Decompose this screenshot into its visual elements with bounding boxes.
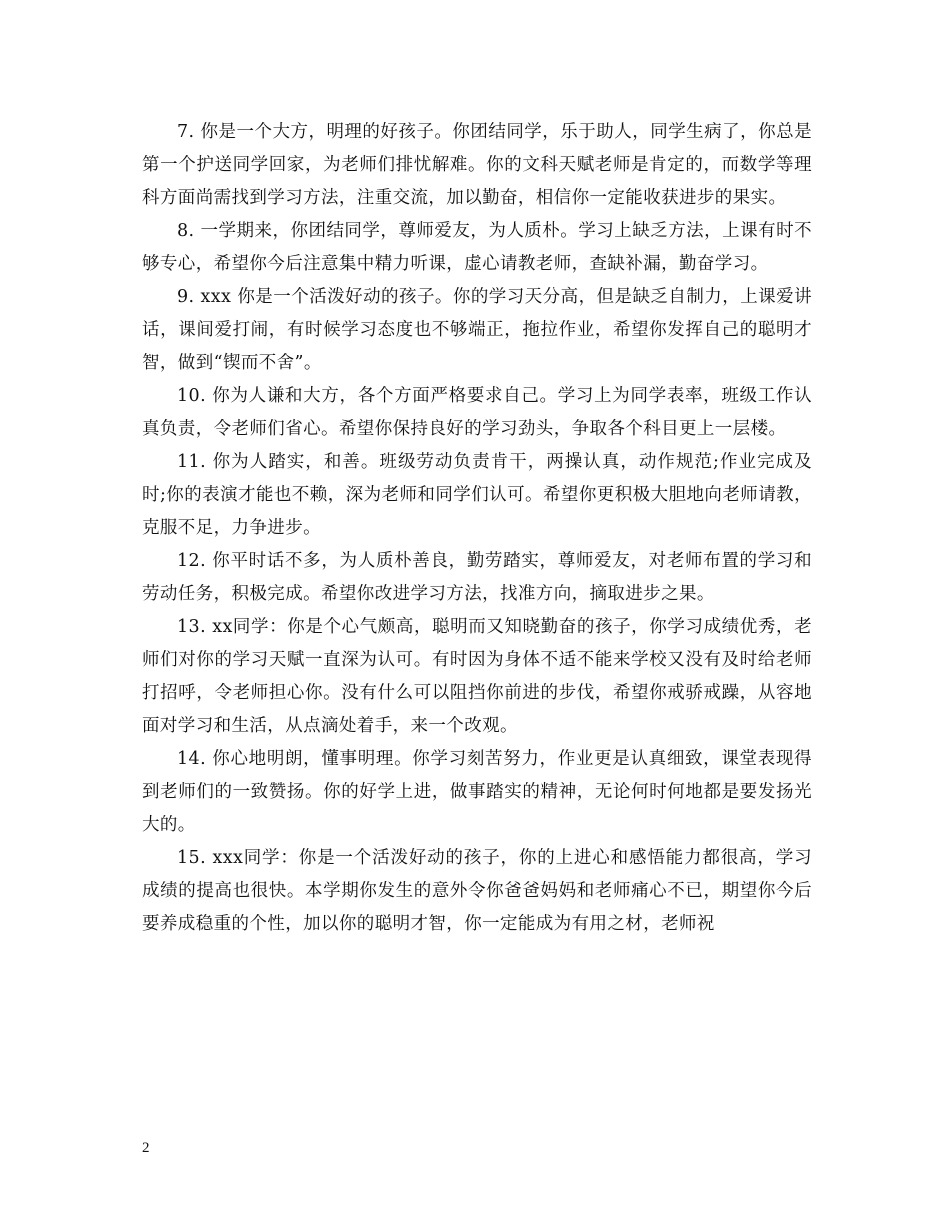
page-number: 2 — [142, 1140, 150, 1156]
paragraph-13: 13. xx同学：你是个心气颇高，聪明而又知晓勤奋的孩子，你学习成绩优秀，老师们对你的学习天赋一直深为认可。有时因为身体不适不能来学校又没有及时给老师打招呼，令老师担心你。没有什么可以阻挡你前进的步伐，希望你戒骄戒躁，从容地面对学习和生活，从点滴处着手，来一个改观。 — [142, 617, 812, 736]
document-body — [142, 116, 812, 941]
paragraph-12: 12. 你平时话不多，为人质朴善良，勤劳踏实，尊师爱友，对老师布置的学习和劳动任务，积极完成。希望你改进学习方法，找准方向，摘取进步之果。 — [142, 551, 812, 604]
paragraph-7: 7. 你是一个大方，明理的好孩子。你团结同学，乐于助人，同学生病了，你总是第一个护送同学回家，为老师们排忧解难。你的文科天赋老师是肯定的，而数学等理科方面尚需找到学习方法，注重交流，加以勤奋，相信你一定能收获进步的果实。 — [142, 122, 812, 208]
paragraph-15: 15. xxx同学：你是一个活泼好动的孩子，你的上进心和感悟能力都很高，学习成绩的提高也很快。本学期你发生的意外令你爸爸妈妈和老师痛心不已，期望你今后要养成稳重的个性，加以你的聪明才智，你一定能成为有用之材，老师祝 — [142, 848, 812, 934]
paragraph-8: 8. 一学期来，你团结同学，尊师爱友，为人质朴。学习上缺乏方法，上课有时不够专心，希望你今后注意集中精力听课，虚心请教老师，查缺补漏，勤奋学习。 — [142, 221, 812, 274]
paragraph-10: 10. 你为人谦和大方，各个方面严格要求自己。学习上为同学表率，班级工作认真负责，令老师们省心。希望你保持良好的学习劲头，争取各个科目更上一层楼。 — [142, 386, 812, 439]
paragraph-11: 11. 你为人踏实，和善。班级劳动负责肯干，两操认真，动作规范;作业完成及时;你的表演才能也不赖，深为老师和同学们认可。希望你更积极大胆地向老师请教，克服不足，力争进步。 — [142, 452, 812, 538]
paragraph-9: 9. xxx 你是一个活泼好动的孩子。你的学习天分高，但是缺乏自制力，上课爱讲话，课间爱打闹，有时候学习态度也不够端正，拖拉作业，希望你发挥自己的聪明才智，做到“锲而不舍”。 — [142, 287, 812, 373]
paragraph-14: 14. 你心地明朗，懂事明理。你学习刻苦努力，作业更是认真细致，课堂表现得到老师们的一致赞扬。你的好学上进，做事踏实的精神，无论何时何地都是要发扬光大的。 — [142, 749, 812, 835]
